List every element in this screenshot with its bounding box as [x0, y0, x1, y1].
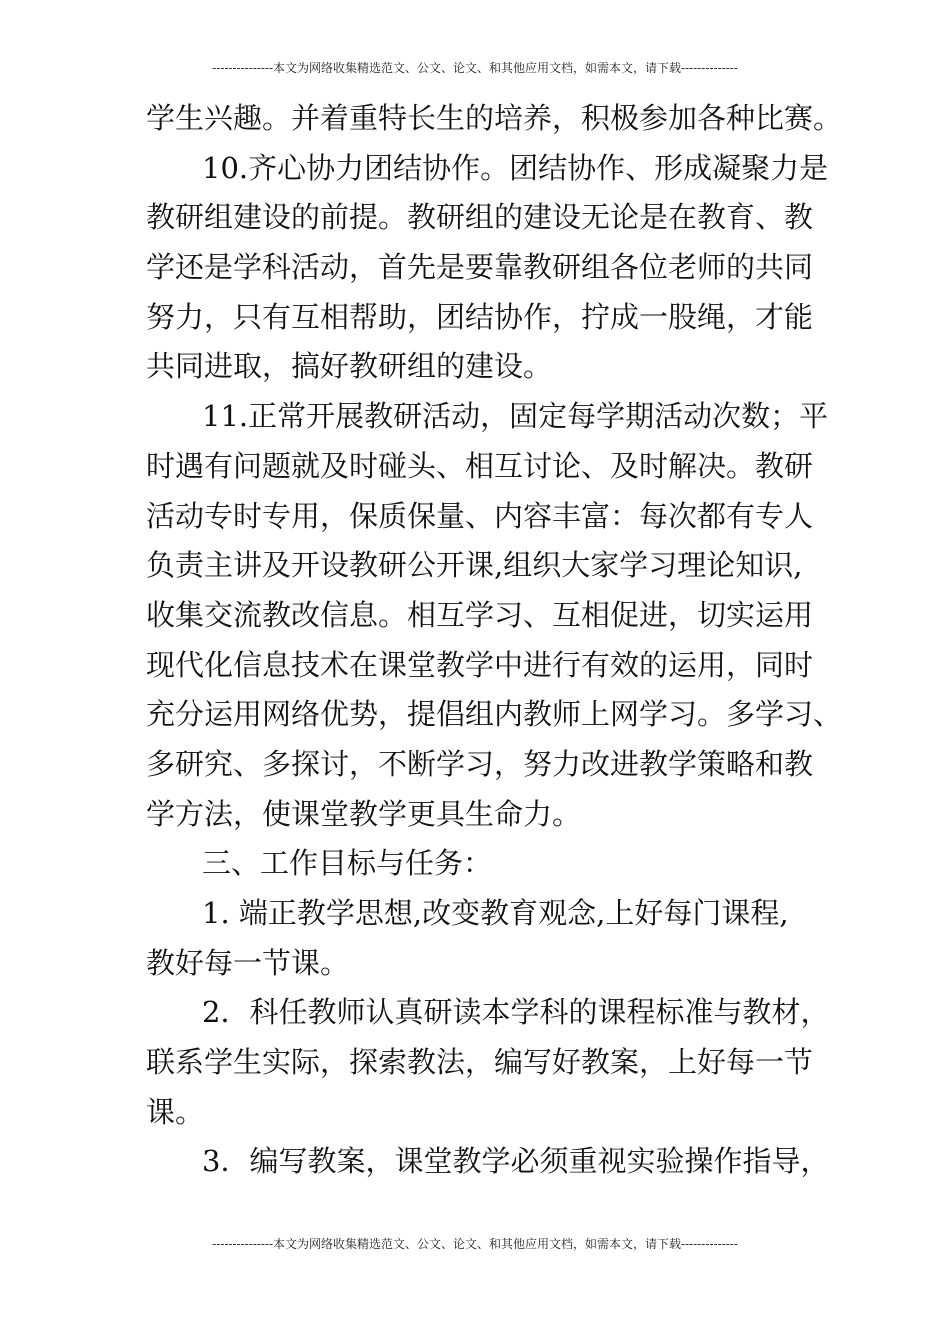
- text-line: 1. 端正教学思想,改变教育观念,上好每门课程,: [202, 896, 789, 930]
- text-line: 课。: [146, 1094, 205, 1129]
- text-line: 共同进取，搞好教研组的建设。: [146, 349, 553, 384]
- text-line: 11.正常开展教研活动，固定每学期活动次数；平: [202, 399, 829, 434]
- text-line: 多研究、多探讨，不断学习，努力改进教学策略和教: [146, 746, 814, 781]
- text-line: 现代化信息技术在课堂教学中进行有效的运用，同时: [146, 647, 814, 682]
- text-line: 时遇有问题就及时碰头、相互讨论、及时解决。教研: [146, 448, 814, 483]
- running-header: ---------------本文为网络收集精选范文、公文、论文、和其他应用文档，如需本文，请下载--------------: [212, 61, 738, 75]
- body-text: [146, 94, 843, 1187]
- text-line: 活动专时专用，保质保量、内容丰富：每次都有专人: [146, 498, 814, 533]
- text-line: 3．编写教案，课堂教学必须重视实验操作指导，: [202, 1144, 830, 1179]
- text-line: 努力，只有互相帮助，团结协作，拧成一股绳，才能: [146, 299, 814, 334]
- text-line: 充分运用网络优势，提倡组内教师上网学习。多学习、: [146, 697, 843, 732]
- text-line: 负责主讲及开设教研公开课,组织大家学习理论知识,: [146, 548, 803, 583]
- running-footer: ---------------本文为网络收集精选范文、公文、论文、和其他应用文档，如需本文，请下载--------------: [212, 1237, 738, 1251]
- text-line: 联系学生实际，探索教法，编写好教案，上好每一节: [146, 1045, 814, 1080]
- text-line: 教好每一节课。: [146, 945, 350, 980]
- text-line: 2．科任教师认真研读本学科的课程标准与教材，: [202, 995, 830, 1030]
- text-line: 学方法，使课堂教学更具生命力。: [146, 796, 582, 831]
- text-line: 收集交流教改信息。相互学习、互相促进，切实运用: [146, 597, 814, 632]
- text-line: 10.齐心协力团结协作。团结协作、形成凝聚力是: [202, 150, 829, 185]
- text-line: 学生兴趣。并着重特长生的培养，积极参加各种比赛。: [146, 101, 843, 135]
- text-line: 学还是学科活动，首先是要靠教研组各位老师的共同: [146, 250, 814, 285]
- section-heading: 三、工作目标与任务：: [202, 846, 493, 881]
- text-line: 教研组建设的前提。教研组的建设无论是在教育、教: [146, 200, 814, 235]
